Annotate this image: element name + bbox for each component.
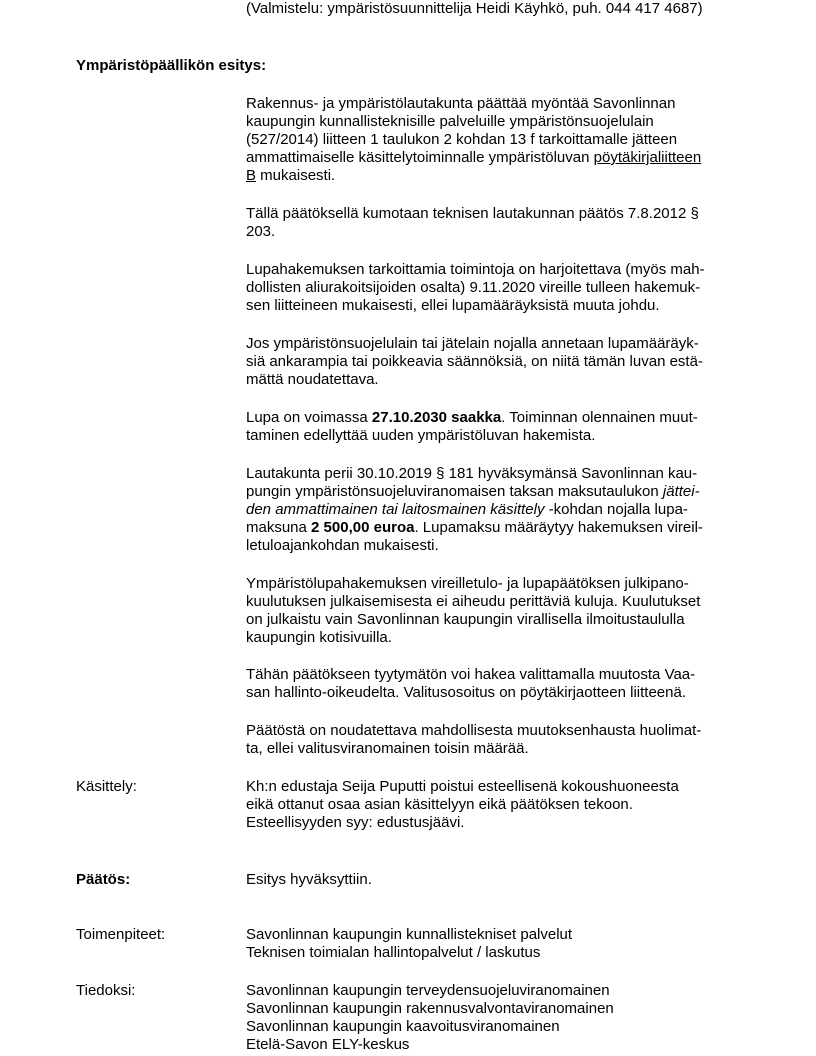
text-line: Savonlinnan kaupungin rakennusvalvontaviranomainen (246, 1000, 614, 1017)
text-line: siä ankarampia tai poikkeavia säännöksiä, on niitä tämän luvan estä- (246, 353, 703, 370)
text-line: kaupungin kunnallisteknisille palveluille ympäristönsuojelulain (246, 113, 654, 130)
text-line: kuulutuksen julkaisemisesta ei aiheudu perittäviä kuluja. Kuulutukset (246, 593, 701, 610)
toimenpiteet-label: Toimenpiteet: (76, 926, 166, 943)
text-run: pungin ympäristönsuojeluviranomaisen taksan maksutaulukon (246, 483, 663, 500)
text-line: Lupahakemuksen tarkoittamia toimintoja on harjoitettava (myös mah- (246, 261, 705, 278)
proposal-heading: Ympäristöpäällikön esitys: (76, 57, 267, 74)
text-run: . Lupamaksu määräytyy hakemuksen vireil- (414, 519, 703, 536)
text-line: (527/2014) liitteen 1 taulukon 2 kohdan 13 f tarkoittamalle jätteen (246, 131, 678, 148)
fee-amount: 2 500,00 euroa (311, 519, 415, 536)
text-run: mukaisesti. (256, 167, 336, 184)
italic-run: den ammattimainen tai laitosmainen käsittely (246, 501, 545, 518)
text-line: Ympäristölupahakemuksen vireilletulo- ja lupapäätöksen julkipano- (246, 575, 689, 592)
text-run: maksuna (246, 519, 312, 536)
text-line: Lautakunta perii 30.10.2019 § 181 hyväksymänsä Savonlinnan kau- (246, 465, 698, 482)
text-run: -kohdan nojalla lupa- (544, 501, 688, 518)
text-line: Etelä-Savon ELY-keskus (246, 1036, 410, 1053)
text-line: taminen edellyttää uuden ympäristöluvan hakemista. (246, 427, 596, 444)
validity-date: 27.10.2030 saakka (371, 409, 502, 426)
text-line (246, 409, 698, 427)
text-line: Tällä päätöksellä kumotaan teknisen lautakunnan päätös 7.8.2012 § (246, 205, 699, 222)
text-line (246, 167, 335, 185)
paatos-text: Esitys hyväksyttiin. (246, 871, 372, 888)
text-line: Kh:n edustaja Seija Puputti poistui esteellisenä kokoushuoneesta (246, 778, 679, 795)
text-line (246, 501, 688, 519)
italic-run: jättei- (662, 483, 700, 500)
text-run: ammattimaiselle käsittelytoiminnalle ympäristöluvan (246, 149, 594, 166)
text-line: san hallinto-oikeudelta. Valitusosoitus on pöytäkirjaotteen liitteenä. (246, 684, 686, 701)
text-line (246, 149, 701, 167)
attachment-link-b[interactable]: B (246, 167, 257, 184)
text-line: Teknisen toimialan hallintopalvelut / laskutus (246, 944, 541, 961)
text-line: Savonlinnan kaupungin kunnallistekniset palvelut (246, 926, 573, 943)
paatos-label: Päätös: (76, 871, 131, 888)
text-line: Tähän päätökseen tyytymätön voi hakea valittamalla muutosta Vaa- (246, 666, 696, 683)
text-line: letuloajankohdan mukaisesti. (246, 537, 439, 554)
text-line: Rakennus- ja ympäristölautakunta päättää myöntää Savonlinnan (246, 95, 676, 112)
text-line (246, 519, 703, 537)
text-line: kaupungin kotisivuilla. (246, 629, 392, 646)
text-line: sen liitteineen mukaisesti, ellei lupamääräyksistä muuta johdu. (246, 297, 660, 314)
text-line: Savonlinnan kaupungin terveydensuojeluviranomainen (246, 982, 610, 999)
text-run: . Toiminnan olennainen muut- (501, 409, 698, 426)
text-line: ta, ellei valitusviranomainen toisin määrää. (246, 740, 529, 757)
text-line: dollisten aliurakoitsijoiden osalta) 9.11.2020 vireille tulleen hakemuk- (246, 279, 701, 296)
text-line: Esteellisyyden syy: edustusjäävi. (246, 814, 465, 831)
text-run: Lupa on voimassa (246, 409, 372, 426)
text-line: eikä ottanut osaa asian käsittelyyn eikä päätöksen tekoon. (246, 796, 633, 813)
kasittely-label: Käsittely: (76, 778, 137, 795)
text-line: 203. (246, 223, 276, 240)
text-line: mättä noudatettava. (246, 371, 379, 388)
tiedoksi-label: Tiedoksi: (76, 982, 136, 999)
text-line: on julkaistu vain Savonlinnan kaupungin virallisella ilmoitustaululla (246, 611, 685, 628)
text-line: Jos ympäristönsuojelulain tai jätelain nojalla annetaan lupamääräyk- (246, 335, 699, 352)
attachment-link[interactable]: pöytäkirjaliitteen (593, 149, 702, 166)
text-line (246, 483, 700, 501)
text-line: Savonlinnan kaupungin kaavoitusviranomainen (246, 1018, 560, 1035)
text-line: Päätöstä on noudatettava mahdollisesta muutoksenhausta huolimat- (246, 722, 702, 739)
header-note: (Valmistelu: ympäristösuunnittelija Heidi Käyhkö, puh. 044 417 4687) (246, 0, 703, 17)
